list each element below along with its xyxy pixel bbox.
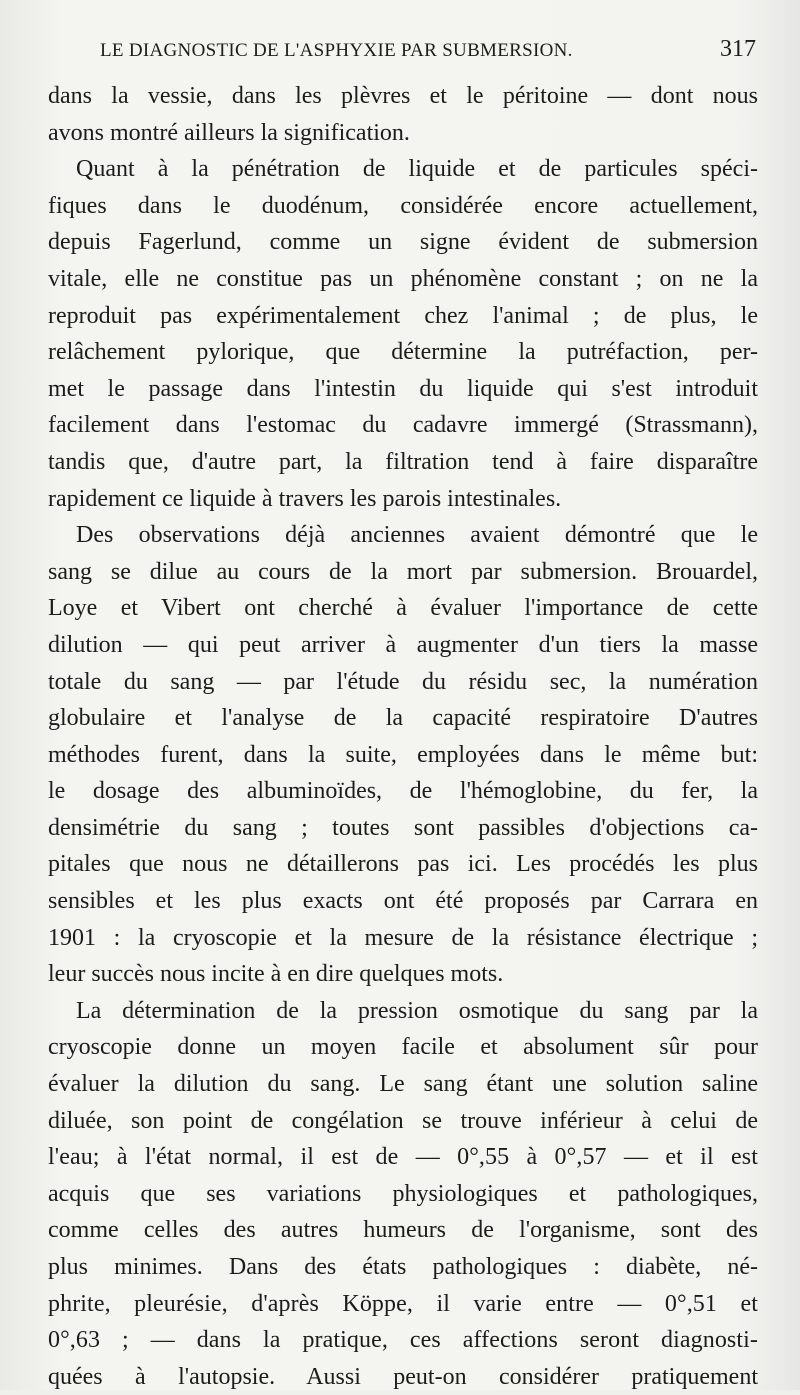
text-line: Loye et Vibert ont cherché à évaluer l'importance de cette [48,595,758,622]
text-line: pitales que nous ne détaillerons pas ici. Les procédés les plus [48,851,758,878]
text-line: La détermination de la pression osmotique du sang par la [76,997,758,1024]
text-line: l'eau; à l'état normal, il est de — 0°,55 à 0°,57 — et il est [48,1144,758,1171]
text-line: facilement dans l'estomac du cadavre immergé (Strassmann), [48,412,758,439]
text-line: Des observations déjà anciennes avaient démontré que le [76,522,758,549]
text-line: rapidement ce liquide à travers les parois intestinales. [48,485,562,512]
text-line: totale du sang — par l'étude du résidu sec, la numération [48,668,758,695]
text-line: leur succès nous incite à en dire quelques mots. [48,961,504,988]
text-line: dilution — qui peut arriver à augmenter d'un tiers la masse [48,631,758,658]
text-line: diluée, son point de congélation se trouve inférieur à celui de [48,1107,758,1134]
text-line: reproduit pas expérimentalement chez l'animal ; de plus, le [48,302,758,329]
text-line: Quant à la pénétration de liquide et de particules spéci- [76,156,758,183]
text-line: densimétrie du sang ; toutes sont passibles d'objections ca- [48,814,758,841]
text-line: fiques dans le duodénum, considérée encore actuellement, [48,192,758,219]
text-line: cryoscopie donne un moyen facile et absolument sûr pour [48,1034,758,1061]
text-line: tandis que, d'autre part, la filtration tend à faire disparaître [48,448,758,475]
text-line: met le passage dans l'intestin du liquide qui s'est introduit [48,375,758,402]
text-line: phrite, pleurésie, d'après Köppe, il varie entre — 0°,51 et [48,1290,758,1317]
text-line: le dosage des albuminoïdes, de l'hémoglobine, du fer, la [48,778,758,805]
page-header [100,32,760,72]
text-line: relâchement pylorique, que détermine la putréfaction, per- [48,339,758,366]
text-line: dans la vessie, dans les plèvres et le péritoine — dont nous [48,83,758,109]
text-line: 0°,63 ; — dans la pratique, ces affections seront diagnosti- [48,1327,758,1354]
running-head: LE DIAGNOSTIC DE L'ASPHYXIE PAR SUBMERSION. [100,40,573,61]
text-line: acquis que ses variations physiologiques et pathologiques, [48,1180,758,1207]
text-line: méthodes furent, dans la suite, employées dans le même but: [48,741,758,768]
text-line: 1901 : la cryoscopie et la mesure de la résistance électrique ; [48,924,758,951]
text-line: quées à l'autopsie. Aussi peut-on considérer pratiquement [48,1363,758,1390]
body-text [48,78,758,1395]
text-line: vitale, elle ne constitue pas un phénomène constant ; on ne la [48,265,758,292]
text-line: sensibles et les plus exacts ont été proposés par Carrara en [48,888,758,915]
text-line: globulaire et l'analyse de la capacité respiratoire D'autres [48,705,758,732]
text-line: depuis Fagerlund, comme un signe évident de submersion [48,229,758,256]
text-line: sang se dilue au cours de la mort par submersion. Brouardel, [48,558,758,585]
text-line: comme celles des autres humeurs de l'organisme, sont des [48,1217,758,1244]
page-number: 317 [720,36,756,62]
text-line: évaluer la dilution du sang. Le sang étant une solution saline [48,1071,758,1098]
text-line: avons montré ailleurs la signification. [48,119,410,146]
text-line: plus minimes. Dans des états pathologiques : diabète, né- [48,1254,758,1280]
